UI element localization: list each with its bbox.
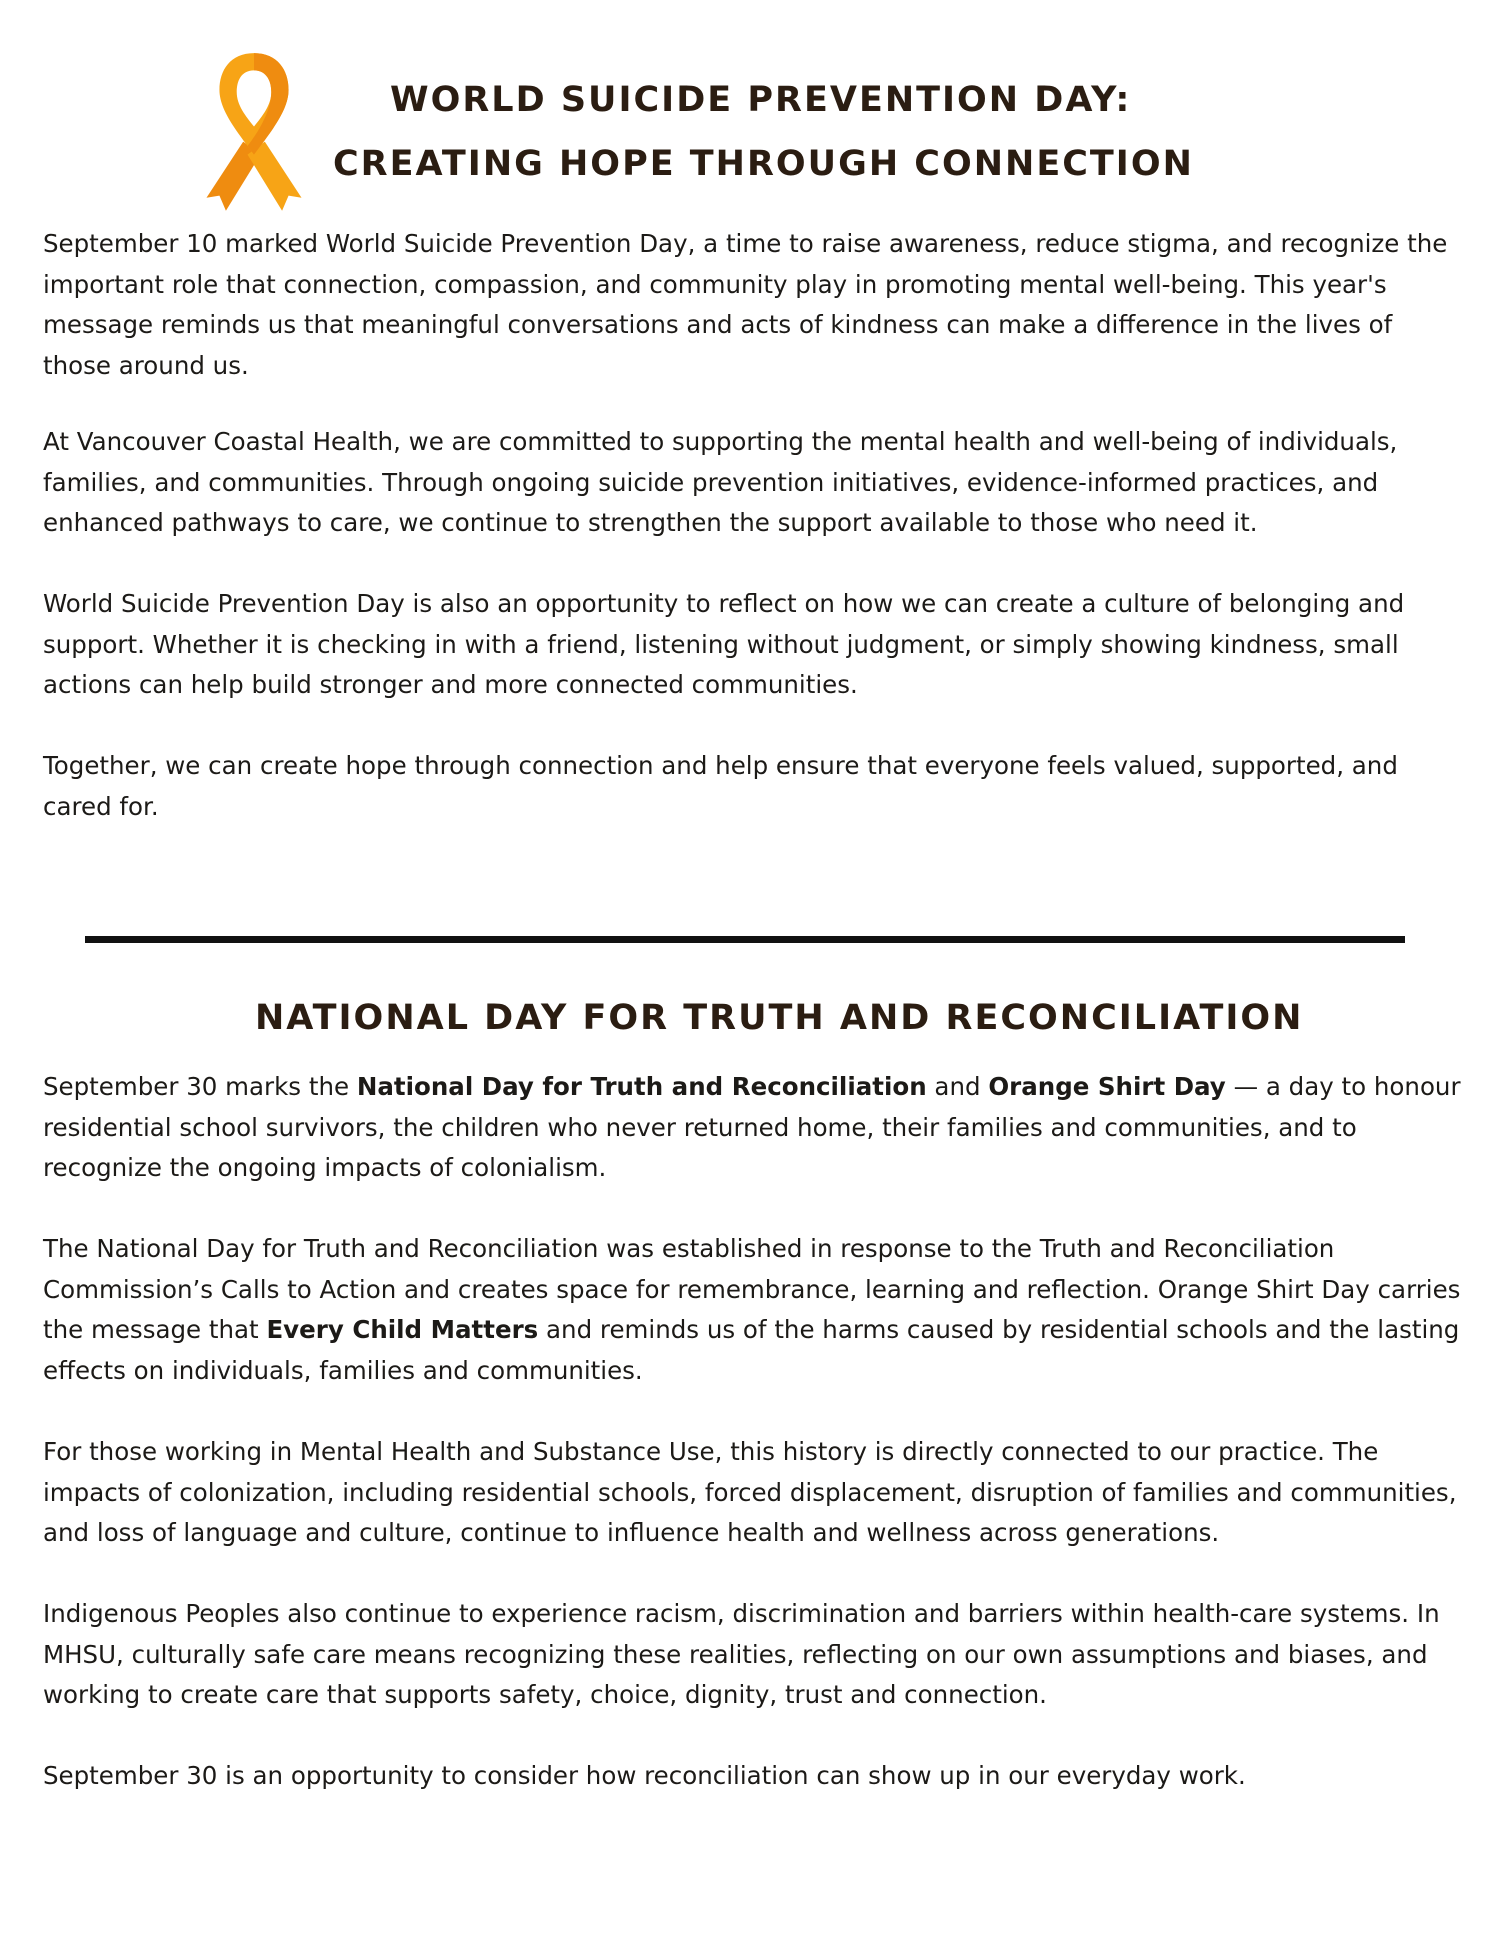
bold-national-day: National Day for Truth and Reconciliation	[356, 1072, 927, 1101]
section1-paragraph-1: September 10 marked World Suicide Prevention Day, a time to raise awareness, reduce stigma, and recognize the important role that connection, compassion, and community play in promoting mental well-being. This year's message reminds us that meaningful conversations and acts of kindness can make a difference in the lives of those around us.	[43, 229, 1448, 380]
section-divider	[85, 936, 1405, 943]
section2-title: NATIONAL DAY FOR TRUTH AND RECONCILIATION	[255, 998, 1304, 1038]
section1-title-line1: WORLD SUICIDE PREVENTION DAY:	[390, 80, 1132, 120]
section1-paragraph-4: Together, we can create hope through connection and help ensure that everyone feels valued, supported, and cared for.	[43, 751, 1398, 821]
section2-paragraph-5: September 30 is an opportunity to consider how reconciliation can show up in our everyday work.	[43, 1761, 1246, 1790]
section2-paragraph-4: Indigenous Peoples also continue to experience racism, discrimination and barriers within health-care systems. In MHSU, culturally safe care means recognizing these realities, reflecting on our own assumptions and biases, and working to create care that supports safety, choice, dignity, trust and connection.	[43, 1599, 1440, 1709]
section1-paragraph-3: World Suicide Prevention Day is also an opportunity to reflect on how we can create a culture of belonging and support. Whether it is checking in with a friend, listening without judgment, or simply showing kindness, small actions can help build stronger and more connected communities.	[43, 589, 1405, 699]
section2-paragraph-1: September 30 marks the National Day for Truth and Reconciliation and Orange Shirt Day — a day to honour residential school survivors, the children who never returned home, their families and communities, and to recognize the ongoing impacts of colonialism.	[43, 1072, 1461, 1182]
bold-every-child-matters: Every Child Matters	[266, 1315, 539, 1344]
awareness-ribbon-icon	[200, 46, 308, 220]
section2-paragraph-2: The National Day for Truth and Reconciliation was established in response to the Truth and Reconciliation Commission’s Calls to Action and creates space for remembrance, learning and reflection. Orange Shirt Day carries the message that Every Child Matters and reminds us of the harms caused by residential schools and the lasting effects on individuals, families and communities.	[43, 1234, 1461, 1385]
section1-title-line2: CREATING HOPE THROUGH CONNECTION	[333, 144, 1194, 184]
section2-paragraph-3: For those working in Mental Health and Substance Use, this history is directly connected to our practice. The impacts of colonization, including residential schools, forced displacement, disruption of families and communities, and loss of language and culture, continue to influence health and wellness across generations.	[43, 1437, 1457, 1547]
section1-paragraph-2: At Vancouver Coastal Health, we are committed to supporting the mental health and well-being of individuals, families, and communities. Through ongoing suicide prevention initiatives, evidence-informed practices, and enhanced pathways to care, we continue to strengthen the support available to those who need it.	[43, 427, 1398, 537]
bold-orange-shirt-day: Orange Shirt Day	[988, 1072, 1226, 1101]
